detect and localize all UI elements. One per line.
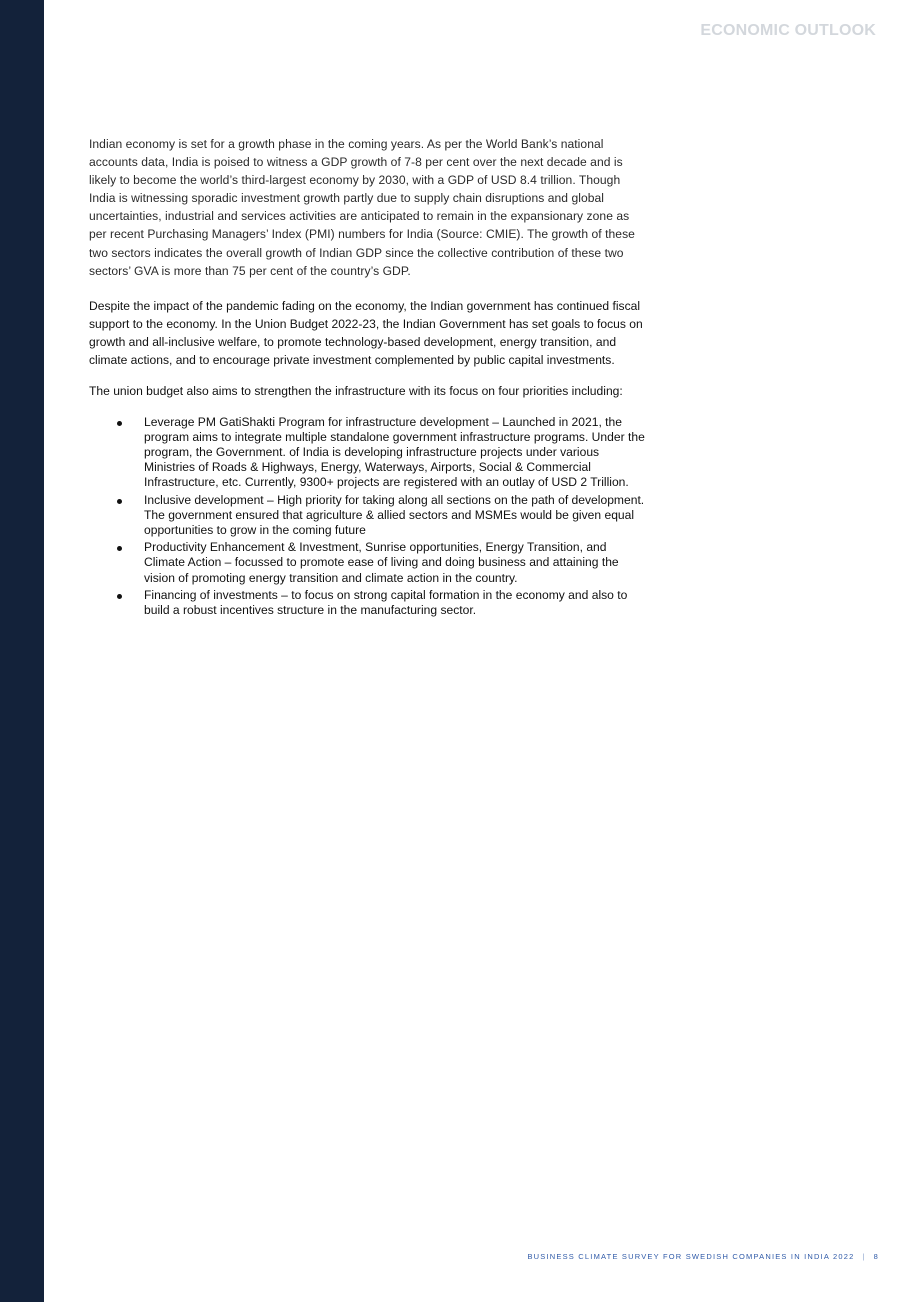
main-content xyxy=(89,135,649,620)
list-item-text: Financing of investments – to focus on strong capital formation in the economy and also to build a robust incentives structure in the manufacturing sector. xyxy=(144,587,628,618)
list-item xyxy=(144,415,649,491)
paragraph-budget-priorities: The union budget also aims to strengthen the infrastructure with its focus on four priorities including: xyxy=(89,384,623,399)
list-item xyxy=(144,493,649,539)
bullet-icon xyxy=(117,594,122,599)
list-item-text: Productivity Enhancement & Investment, Sunrise opportunities, Energy Transition, and Climate Action – focussed to promote ease of living and doing business and attaining the vision of promoting energy transition and climate action in the country. xyxy=(144,540,619,585)
footer-publication-title: BUSINESS CLIMATE SURVEY FOR SWEDISH COMPANIES IN INDIA 2022 xyxy=(527,1252,855,1261)
priorities-list xyxy=(89,415,649,619)
left-side-band xyxy=(0,0,44,1302)
page-number: 8 xyxy=(873,1252,879,1261)
bullet-icon xyxy=(117,546,122,551)
paragraph-fiscal-support: Despite the impact of the pandemic fading on the economy, the Indian government has continued fiscal support to the economy. In the Union Budget 2022-23, the Indian Government has set goals to focus on growth and all-inclusive welfare, to promote technology-based development, energy transition, and climate actions, and to encourage private investment complemented by public capital investments. xyxy=(89,298,643,368)
list-item-text: Inclusive development – High priority for taking along all sections on the path of development. The government ensured that agriculture & allied sectors and MSMEs would be given equal opportunities to grow in the coming future xyxy=(144,492,645,538)
bullet-icon xyxy=(117,421,122,426)
list-item xyxy=(144,540,649,586)
section-title: ECONOMIC OUTLOOK xyxy=(700,22,876,39)
page-footer xyxy=(527,1252,879,1261)
footer-separator: | xyxy=(862,1252,866,1261)
paragraph-growth-outlook: Indian economy is set for a growth phase in the coming years. As per the World Bank’s national accounts data, India is poised to witness a GDP growth of 7-8 per cent over the next decade and is likely to become the world’s third-largest economy by 2030, with a GDP of USD 8.4 trillion. Though India is witnessing sporadic investment growth partly due to supply chain disruptions and global uncertainties, industrial and services activities are anticipated to remain in the expansionary zone as per recent Purchasing Managers’ Index (PMI) numbers for India (Source: CMIE). The growth of these two sectors indicates the overall growth of Indian GDP since the collective contribution of these two sectors’ GVA is more than 75 per cent of the country’s GDP. xyxy=(89,137,635,278)
list-item-text: Leverage PM GatiShakti Program for infrastructure development – Launched in 2021, the program aims to integrate multiple standalone government infrastructure programs. Under the program, the Government. of India is developing infrastructure projects under various Ministries of Roads & Highways, Energy, Waterways, Airports, Social & Commercial Infrastructure, etc. Currently, 9300+ projects are registered with an outlay of USD 2 Trillion. xyxy=(144,414,645,490)
list-item xyxy=(144,588,649,618)
bullet-icon xyxy=(117,499,122,504)
